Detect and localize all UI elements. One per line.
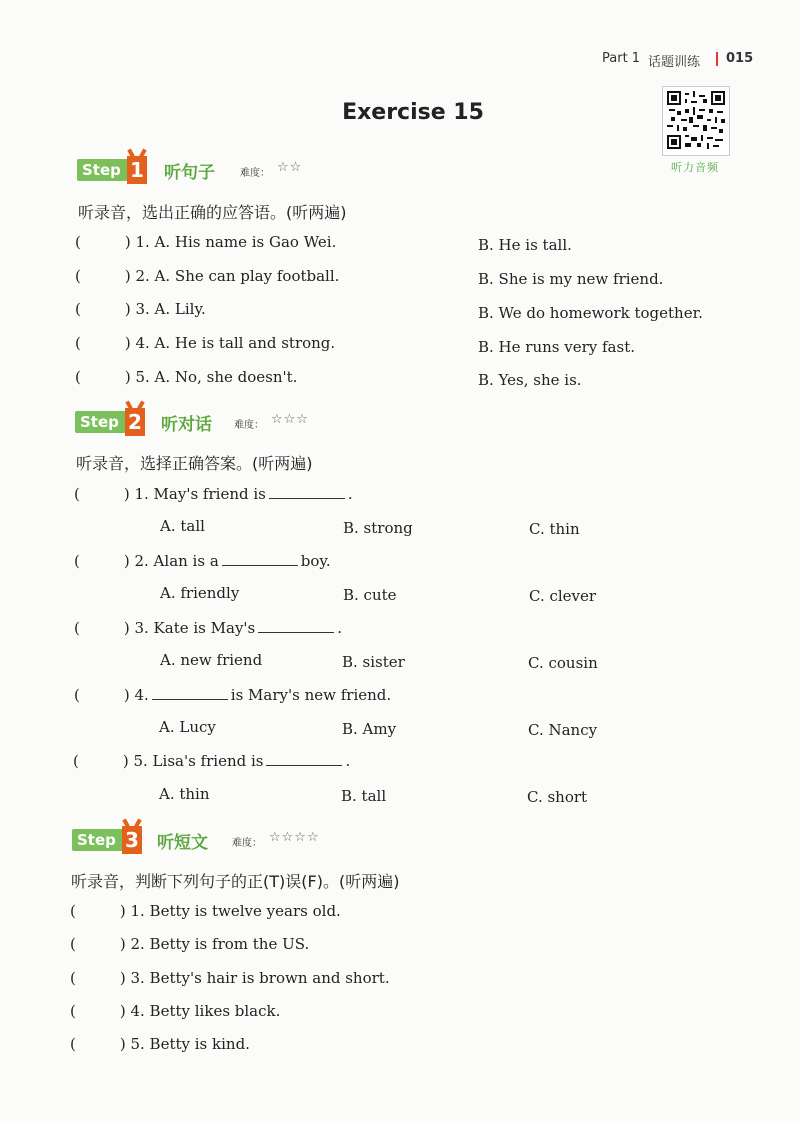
answer-paren[interactable]: ( xyxy=(70,1035,76,1053)
option-b: B. sister xyxy=(342,653,405,671)
question-row-2 xyxy=(75,267,339,285)
option-b: B. We do homework together. xyxy=(478,304,703,322)
difficulty-stars-icon: ☆☆☆☆ xyxy=(269,830,320,845)
page-number: 015 xyxy=(726,51,754,66)
question-text: ) 1. A. His name is Gao Wei. xyxy=(124,233,337,251)
step-number: 1 xyxy=(127,156,147,184)
step-label: Step xyxy=(72,829,122,851)
question-text: ) 2. Alan is a xyxy=(123,552,219,570)
answer-paren[interactable]: ( xyxy=(75,267,81,285)
answer-paren[interactable]: ( xyxy=(70,935,76,953)
question-row-3 xyxy=(74,618,342,637)
statement-text: ) 5. Betty is kind. xyxy=(119,1035,250,1053)
answer-paren[interactable]: ( xyxy=(74,686,80,704)
question-text: ) 4. xyxy=(123,686,149,704)
option-a: A. thin xyxy=(159,785,210,803)
answer-blank[interactable] xyxy=(266,751,342,766)
question-text-end: . xyxy=(337,619,343,637)
qr-code-icon[interactable] xyxy=(662,86,730,156)
step-number: 2 xyxy=(125,408,145,436)
question-text-end: . xyxy=(347,485,353,503)
step-title: 听句子 xyxy=(164,163,215,183)
question-row-1 xyxy=(74,484,353,503)
question-text: ) 5. A. No, she doesn't. xyxy=(124,368,298,386)
section-1-instruction: 听录音，选出正确的应答语。(听两遍) xyxy=(78,203,347,222)
difficulty-label: 难度： xyxy=(240,168,270,179)
option-c: C. short xyxy=(527,788,588,806)
question-row-1 xyxy=(75,233,336,251)
answer-paren[interactable]: ( xyxy=(75,368,81,386)
option-a: A. new friend xyxy=(160,651,263,669)
answer-blank[interactable] xyxy=(258,618,334,633)
question-text: ) 2. A. She can play football. xyxy=(124,267,340,285)
option-b: B. Yes, she is. xyxy=(478,371,582,389)
difficulty-stars-icon: ☆☆☆ xyxy=(271,412,309,427)
statement-text: ) 1. Betty is twelve years old. xyxy=(119,902,341,920)
question-row-4 xyxy=(74,685,391,704)
option-c: C. thin xyxy=(529,520,580,538)
step-1-header xyxy=(77,156,337,184)
question-text: ) 3. Kate is May's xyxy=(123,619,256,637)
step-title: 听对话 xyxy=(161,415,212,435)
question-text-end: . xyxy=(345,752,351,770)
page-title: Exercise 15 xyxy=(342,100,484,125)
option-c: C. clever xyxy=(529,587,597,605)
answer-paren[interactable]: ( xyxy=(74,552,80,570)
answer-paren[interactable]: ( xyxy=(70,902,76,920)
section-2-instruction: 听录音，选择正确答案。(听两遍) xyxy=(76,454,313,473)
header-divider xyxy=(716,52,718,66)
step-2-header xyxy=(75,408,345,436)
option-b: B. She is my new friend. xyxy=(478,270,664,288)
option-b: B. strong xyxy=(343,519,413,537)
header-section: 话题训练 xyxy=(648,55,701,70)
question-text: ) 1. May's friend is xyxy=(123,485,266,503)
option-b: B. tall xyxy=(341,787,387,805)
statement-text: ) 2. Betty is from the US. xyxy=(119,935,310,953)
statement-row-5 xyxy=(70,1035,250,1053)
question-row-5 xyxy=(73,751,350,770)
answer-paren[interactable]: ( xyxy=(73,752,79,770)
question-text: ) 4. A. He is tall and strong. xyxy=(124,334,336,352)
qr-caption: 听力音频 xyxy=(671,161,719,174)
answer-blank[interactable] xyxy=(222,551,298,566)
answer-paren[interactable]: ( xyxy=(75,300,81,318)
option-a: A. Lucy xyxy=(159,718,216,736)
option-a: A. tall xyxy=(160,517,205,535)
answer-paren[interactable]: ( xyxy=(70,969,76,987)
question-text: ) 3. A. Lily. xyxy=(124,300,206,318)
difficulty-stars-icon: ☆☆ xyxy=(277,160,303,175)
option-b: B. Amy xyxy=(342,720,397,738)
difficulty-label: 难度： xyxy=(232,838,262,849)
answer-paren[interactable]: ( xyxy=(75,233,81,251)
question-row-3 xyxy=(75,300,206,318)
statement-row-4 xyxy=(70,1002,280,1020)
question-row-4 xyxy=(75,334,335,352)
statement-text: ) 3. Betty's hair is brown and short. xyxy=(119,969,390,987)
step-title: 听短文 xyxy=(157,833,208,853)
statement-text: ) 4. Betty likes black. xyxy=(119,1002,281,1020)
answer-blank[interactable] xyxy=(152,685,228,700)
statement-row-2 xyxy=(70,935,309,953)
question-text-end: is Mary's new friend. xyxy=(230,686,392,704)
answer-blank[interactable] xyxy=(269,484,345,499)
step-label: Step xyxy=(75,411,125,433)
answer-paren[interactable]: ( xyxy=(74,485,80,503)
step-number: 3 xyxy=(122,826,142,854)
option-b: B. cute xyxy=(343,586,397,604)
section-3-instruction: 听录音，判断下列句子的正(T)误(F)。(听两遍) xyxy=(71,872,400,891)
option-c: C. Nancy xyxy=(528,721,598,739)
option-b: B. He runs very fast. xyxy=(478,338,635,356)
difficulty-label: 难度： xyxy=(234,420,264,431)
question-text: ) 5. Lisa's friend is xyxy=(122,752,264,770)
answer-paren[interactable]: ( xyxy=(75,334,81,352)
answer-paren[interactable]: ( xyxy=(74,619,80,637)
option-c: C. cousin xyxy=(528,654,598,672)
question-row-5 xyxy=(75,368,297,386)
statement-row-3 xyxy=(70,969,390,987)
question-row-2 xyxy=(74,551,331,570)
answer-paren[interactable]: ( xyxy=(70,1002,76,1020)
step-3-header xyxy=(72,826,352,854)
option-a: A. friendly xyxy=(160,584,240,602)
step-label: Step xyxy=(77,159,127,181)
option-b: B. He is tall. xyxy=(478,236,572,254)
header-part: Part 1 xyxy=(602,51,641,66)
question-text-end: boy. xyxy=(300,552,331,570)
statement-row-1 xyxy=(70,902,341,920)
